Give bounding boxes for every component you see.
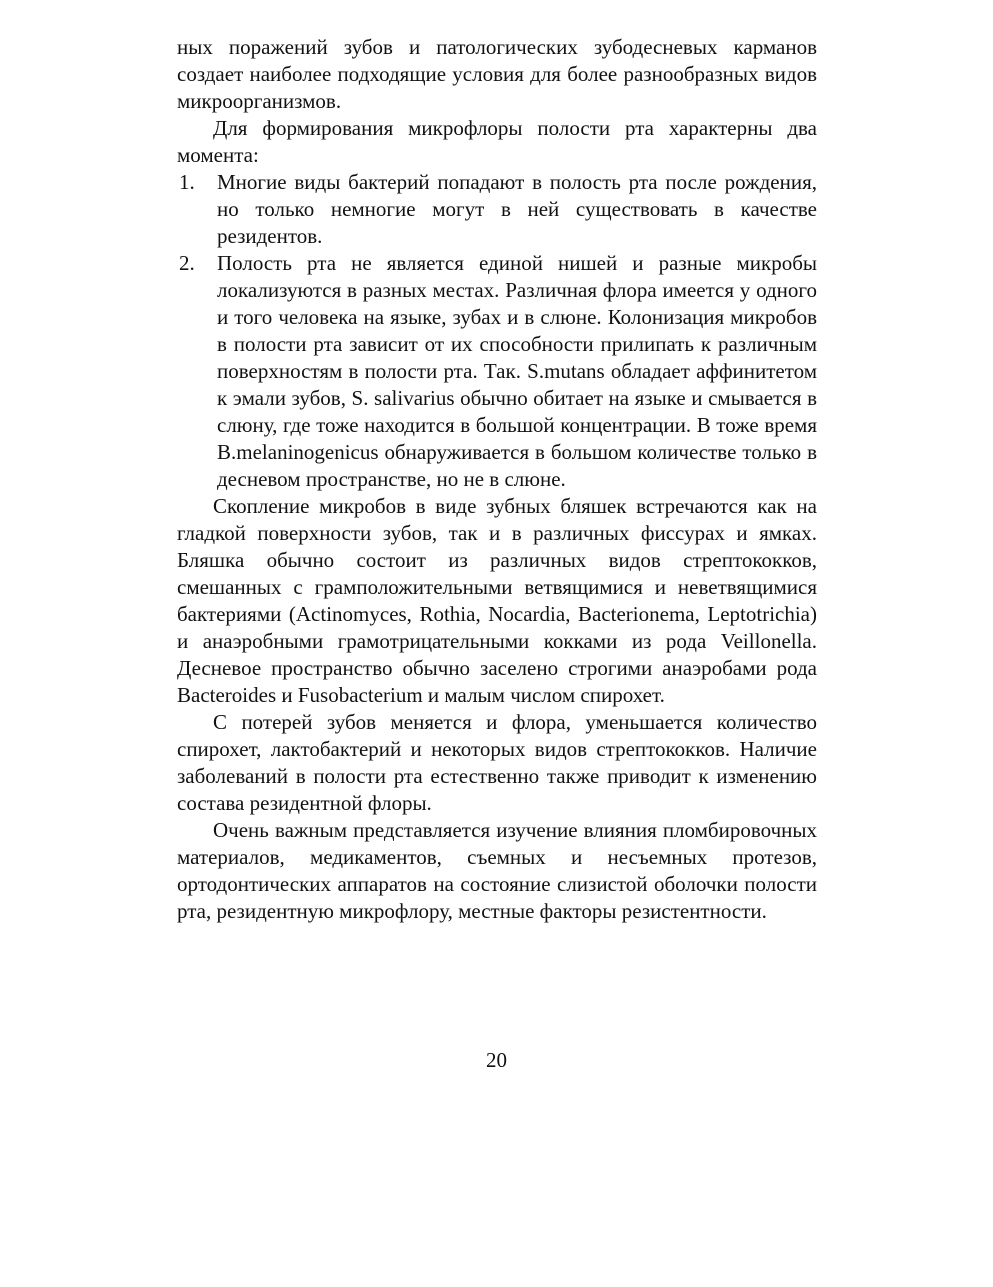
- paragraph-plaque: Скопление микробов в виде зубных бляшек встречаются как на гладкой поверхности зубов, так и в различных фиссурах и ямках. Бляшка обычно состоит из различных видов стрептококков, смешанных с грамположительными ветвящимися и неветвящимися бактериями (Actinomyces, Rothia, Nocardia, Bacterionema, Leptotrichia) и анаэробными грамотрицательными кокками из рода Veillonella. Десневое пространство обычно заселено строгими анаэробами рода Bacteroides и Fusobacterium и малым числом спирохет.: [177, 494, 817, 707]
- list-item-text: Полость рта не является единой нишей и разные микробы локализуются в разных местах. Различная флора имеется у одного и того человека на языке, зубах и в слюне. Колонизация микробов в полости рта зависит от их способности прилипать к различным поверхностям в полости рта. Так. S.mutans обладает аффинитетом к эмали зубов, S. salivarius обычно обитает на языке и смывается в слюну, где тоже находится в большой концентрации. В тоже время B.melaninogenicus обнаруживается в большом количестве только в десневом пространстве, но не в слюне.: [217, 251, 817, 491]
- paragraph-continuation: ных поражений зубов и патологических зубодесневых карманов создает наиболее подходящие условия для более разнообразных видов микроорганизмов.: [177, 35, 817, 113]
- page-number: 20: [486, 1048, 507, 1072]
- numbered-list: [177, 169, 817, 493]
- paragraph-intro: Для формирования микрофлоры полости рта характерны два момента:: [177, 116, 817, 167]
- list-number: 1.: [179, 170, 195, 194]
- list-number: 2.: [179, 251, 195, 275]
- list-item: [177, 250, 817, 493]
- paragraph-materials: Очень важным представляется изучение влияния пломбировочных материалов, медикаментов, съемных и несъемных протезов, ортодонтических аппаратов на состояние слизистой оболочки полости рта, резидентную микрофлору, местные факторы резистентности.: [177, 818, 817, 923]
- page-body: [177, 34, 817, 925]
- list-item: [177, 169, 817, 250]
- paragraph-tooth-loss: С потерей зубов меняется и флора, уменьшается количество спирохет, лактобактерий и некоторых видов стрептококков. Наличие заболеваний в полости рта естественно также приводит к изменению состава резидентной флоры.: [177, 710, 817, 815]
- list-item-text: Многие виды бактерий попадают в полость рта после рождения, но только немногие могут в ней существовать в качестве резидентов.: [217, 170, 817, 248]
